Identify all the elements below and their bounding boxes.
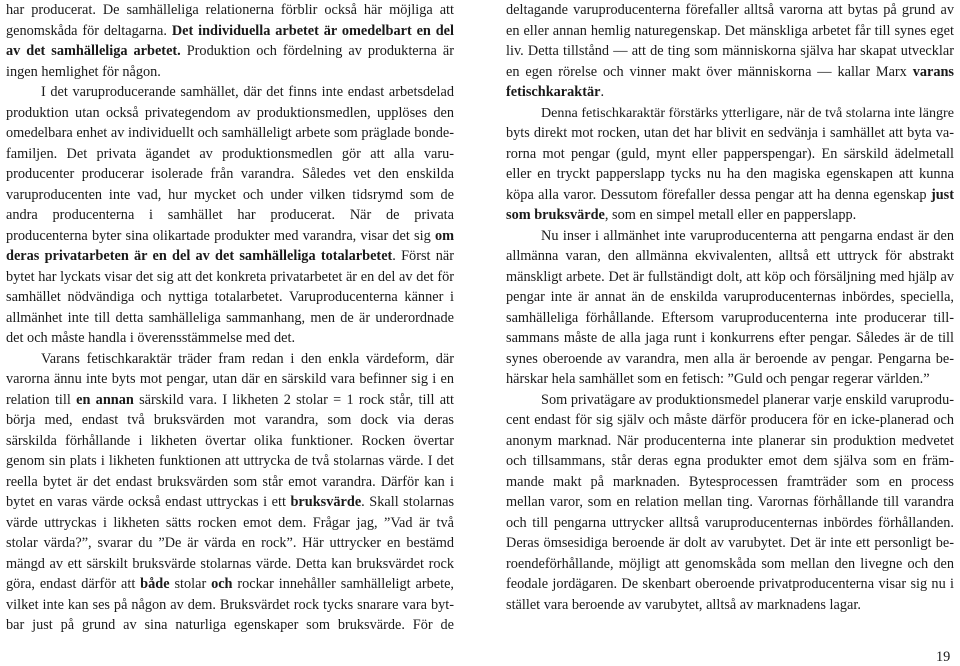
bold-text: som bruksvärde [506, 207, 605, 223]
text-run: . Först när [392, 248, 454, 264]
text-line [6, 246, 454, 267]
bold-text: Det individuella arbetet är omedelbart en del [171, 22, 455, 39]
bold-text: om [434, 227, 454, 244]
text-run: särskild vara. I likheten 2 stolar = 1 rock står, till att [133, 391, 454, 408]
bold-text: både [140, 576, 170, 592]
text-line: bytet har lyckats visar det sig att det konkreta privatarbetet är en del av det för [6, 268, 454, 285]
text-line: andra producenterna i samhället har producerat. När de privata [6, 207, 454, 223]
text-line: en eller annan hemlig naturegenskap. Det mänskliga arbetet får till synes eget [506, 22, 954, 39]
text-line: samhället nödvändiga och nyttiga totalarbetet. Varuproducenterna känner i [6, 289, 454, 305]
text-line: har producerat. De samhälleliga relationerna förblir också här möjliga att [6, 2, 454, 18]
text-run: stolar [169, 576, 212, 592]
text-line: cent endast för sig själv och måste därför producera för en icke-planerad och [506, 412, 954, 428]
bold-text: bruksvärde [290, 494, 362, 510]
bold-text: deras privatarbeten är en del av det samhälleliga totalarbetet [6, 248, 393, 264]
text-line: ingen hemlighet för någon. [6, 63, 161, 80]
text-line: allmänhet inte till detta samhälleliga sammanhang, men de är underordnade [6, 309, 454, 326]
text-line: feodale jordägaren. De skenbart oberoende privatproducenterna visar sig nu i [506, 576, 954, 592]
text-line: allmänna varan, den allmänna ekvivalenten, alltså ett uttryck för abstrakt [506, 248, 954, 264]
text-line: mänskligt arbete. Det är fullständigt dolt, att köp och försäljning med hjälp av [506, 268, 954, 285]
text-line: Denna fetischkaraktär förstärks ytterligare, när de två stolarna inte längre [541, 104, 954, 121]
paragraph [506, 0, 954, 103]
text-line [506, 62, 954, 83]
page-number: 19 [936, 649, 951, 665]
text-line: anonym marknad. När producenterna inte planerar sin produktion medvetet [506, 432, 954, 449]
text-line: varorna ännu inte byts mot pengar, utan där en särskild vara befinner sig i en [6, 371, 454, 387]
text-line: produktion utan också privategendom av produktionsmedlen, upplöses den [6, 104, 454, 121]
text-line: Som privatägare av produktionsmedel planerar varje enskild varuprodu- [541, 391, 954, 408]
text-line [6, 226, 454, 247]
text-line: eller en tryckt papperslapp tycks nu ha den magiska egenskapen att kunna [506, 166, 954, 182]
right-column [506, 0, 954, 615]
text-line: mängd av ett särskilt bruksvärde stolarnas värde. Detta kan bruksvärdet rock [6, 555, 454, 572]
text-line [506, 82, 954, 103]
text-run: bytet en varas värde också endast uttryckas i ett [6, 494, 291, 510]
bold-text: av det samhälleliga arbetet. [6, 43, 181, 59]
text-line: genom sin plats i likheten funktionen att uttrycka de två stolarnas värde. I det [6, 453, 454, 469]
text-line: och till pengarna uttrycker alltså varuproducenternas inbördes förhållanden. [506, 514, 954, 531]
text-line: härskar hela samhället som en fetisch: ”Guld och pengar regerar världen.” [506, 371, 930, 387]
text-line: vilket inte kan ses på någon av dem. Bruksvärdet rock tycks snarare vara byt- [6, 596, 454, 613]
text-line: varuproducenten inte vad, hur mycket och under vilken tidsrymd som de [6, 186, 454, 203]
bold-text: en annan [76, 391, 134, 408]
text-line: familjen. Det privata ägandet av produktionsmedlen gör att alla varu- [6, 145, 454, 162]
text-line: börja med, endast två bruksvärden mot varandra, som dock via deras [6, 412, 454, 428]
bold-text: just [930, 186, 954, 203]
text-run: . Skall stolarnas [361, 494, 455, 510]
text-line: Varans fetischkaraktär träder fram redan i den enkla värdeform, där [41, 350, 454, 367]
text-line [506, 185, 954, 206]
text-line [6, 574, 454, 595]
text-line: sammans måste de alla jaga runt i konkurrens efter pengar. Således är de till [506, 330, 954, 346]
text-line [6, 41, 454, 62]
text-line: I det varuproducerande samhället, där det finns inte endast arbetsdelad [41, 84, 454, 100]
paragraph [506, 103, 954, 226]
text-line: deltagande varuproducenterna förefaller alltså varorna att bytas på grund av [506, 2, 954, 18]
paragraph [6, 82, 454, 349]
left-column [6, 0, 454, 636]
text-line: stolar värda?”, svarar du ”De är värda en rock”. Här uttrycker en bestämd [6, 535, 454, 551]
bold-text: fetischkaraktär [506, 84, 601, 100]
paragraph [6, 0, 454, 82]
text-line: omedelbara enhet av individuellt och samhälleligt arbete som präglade bonde- [6, 125, 454, 141]
text-line: särskilda förhållande i likheten övertar olika funktioner. Rocken övertar [6, 432, 454, 449]
text-run: köpa alla varor. Dessutom förefaller dessa pengar att ha denna egenskap [506, 186, 931, 203]
text-run: , som en simpel metall eller en papperslapp. [604, 207, 857, 223]
text-line: värde uttryckas i likheten sätts rocken emot dem. Frågar jag, ”Vad är två [6, 514, 454, 531]
text-run: rockar innehåller samhälleligt arbete, [232, 576, 454, 592]
text-line: rorna mot pengar (guld, mynt eller papperspengar). En särskild ädelmetall [506, 145, 954, 162]
text-run: genomskåda för deltagarna. [6, 22, 172, 39]
text-line: reella bytet är det endast bruksvärden som står emot varandra. Därför kan i [6, 473, 454, 490]
text-line: det och måste handla i överensstämmelse med det. [6, 330, 296, 346]
text-run: göra, endast därför att [6, 576, 141, 592]
text-line [506, 205, 954, 226]
text-line: och tillsammans, står deras egna produkter emot dem själva som en främ- [506, 453, 954, 469]
text-line: liv. Detta tillstånd — att de ting som människorna själva har skapat utvecklar [506, 43, 954, 59]
text-line: bar just på grund av sina naturliga egenskaper som bruksvärde. För de [6, 617, 454, 633]
bold-text: och [211, 576, 233, 592]
text-line: mellan varor, som en relation mellan ting. Varornas förhållande till varandra [506, 494, 954, 510]
paragraph [506, 226, 954, 390]
text-run: . [600, 84, 605, 100]
text-line [6, 21, 454, 42]
paragraph [6, 349, 454, 636]
bold-text: varans [912, 63, 954, 80]
text-run: relation till [6, 391, 77, 408]
text-run: producenterna byter sina olikartade produkter med varandra, visar det sig [6, 227, 435, 244]
text-line: stället vara beroende av varubytet, alltså av marknadens lagar. [506, 596, 861, 613]
text-run: Produktion och fördelning av produkterna är [180, 43, 454, 59]
text-line: pengar inte är annat än de enskilda varuproducenternas inbördes, speciella, [506, 289, 954, 305]
text-line: Nu inser i allmänhet inte varuproducenterna att pengarna endast är den [541, 227, 954, 244]
text-line: roendeförhållande, möjligt att genomskåda som mellan den livegne och den [506, 555, 954, 572]
text-line: mande makt på marknaden. Bytesprocessen framträder som en process [506, 473, 954, 490]
text-run: en egen rörelse och vinner makt över människorna — kallar Marx [506, 63, 913, 80]
text-line: Deras ömsesidiga beroende är dolt av varubytet. Det är inte ett personligt be- [506, 535, 954, 551]
paragraph [506, 390, 954, 616]
text-line [6, 390, 454, 411]
text-line: synes oberoende av varandra, men alla är beroende av pengar. Pengarna be- [506, 350, 954, 367]
text-line: producenter producerar isolerade från varandra. Således vet den enskilda [6, 166, 454, 182]
text-line: byts direkt mot rocken, utan det har blivit en sedvänja i samhället att byta va- [506, 125, 954, 141]
text-line [6, 492, 454, 513]
text-line: samhälleliga förhållande. Eftersom varuproducenterna inte producerar till- [506, 309, 954, 326]
